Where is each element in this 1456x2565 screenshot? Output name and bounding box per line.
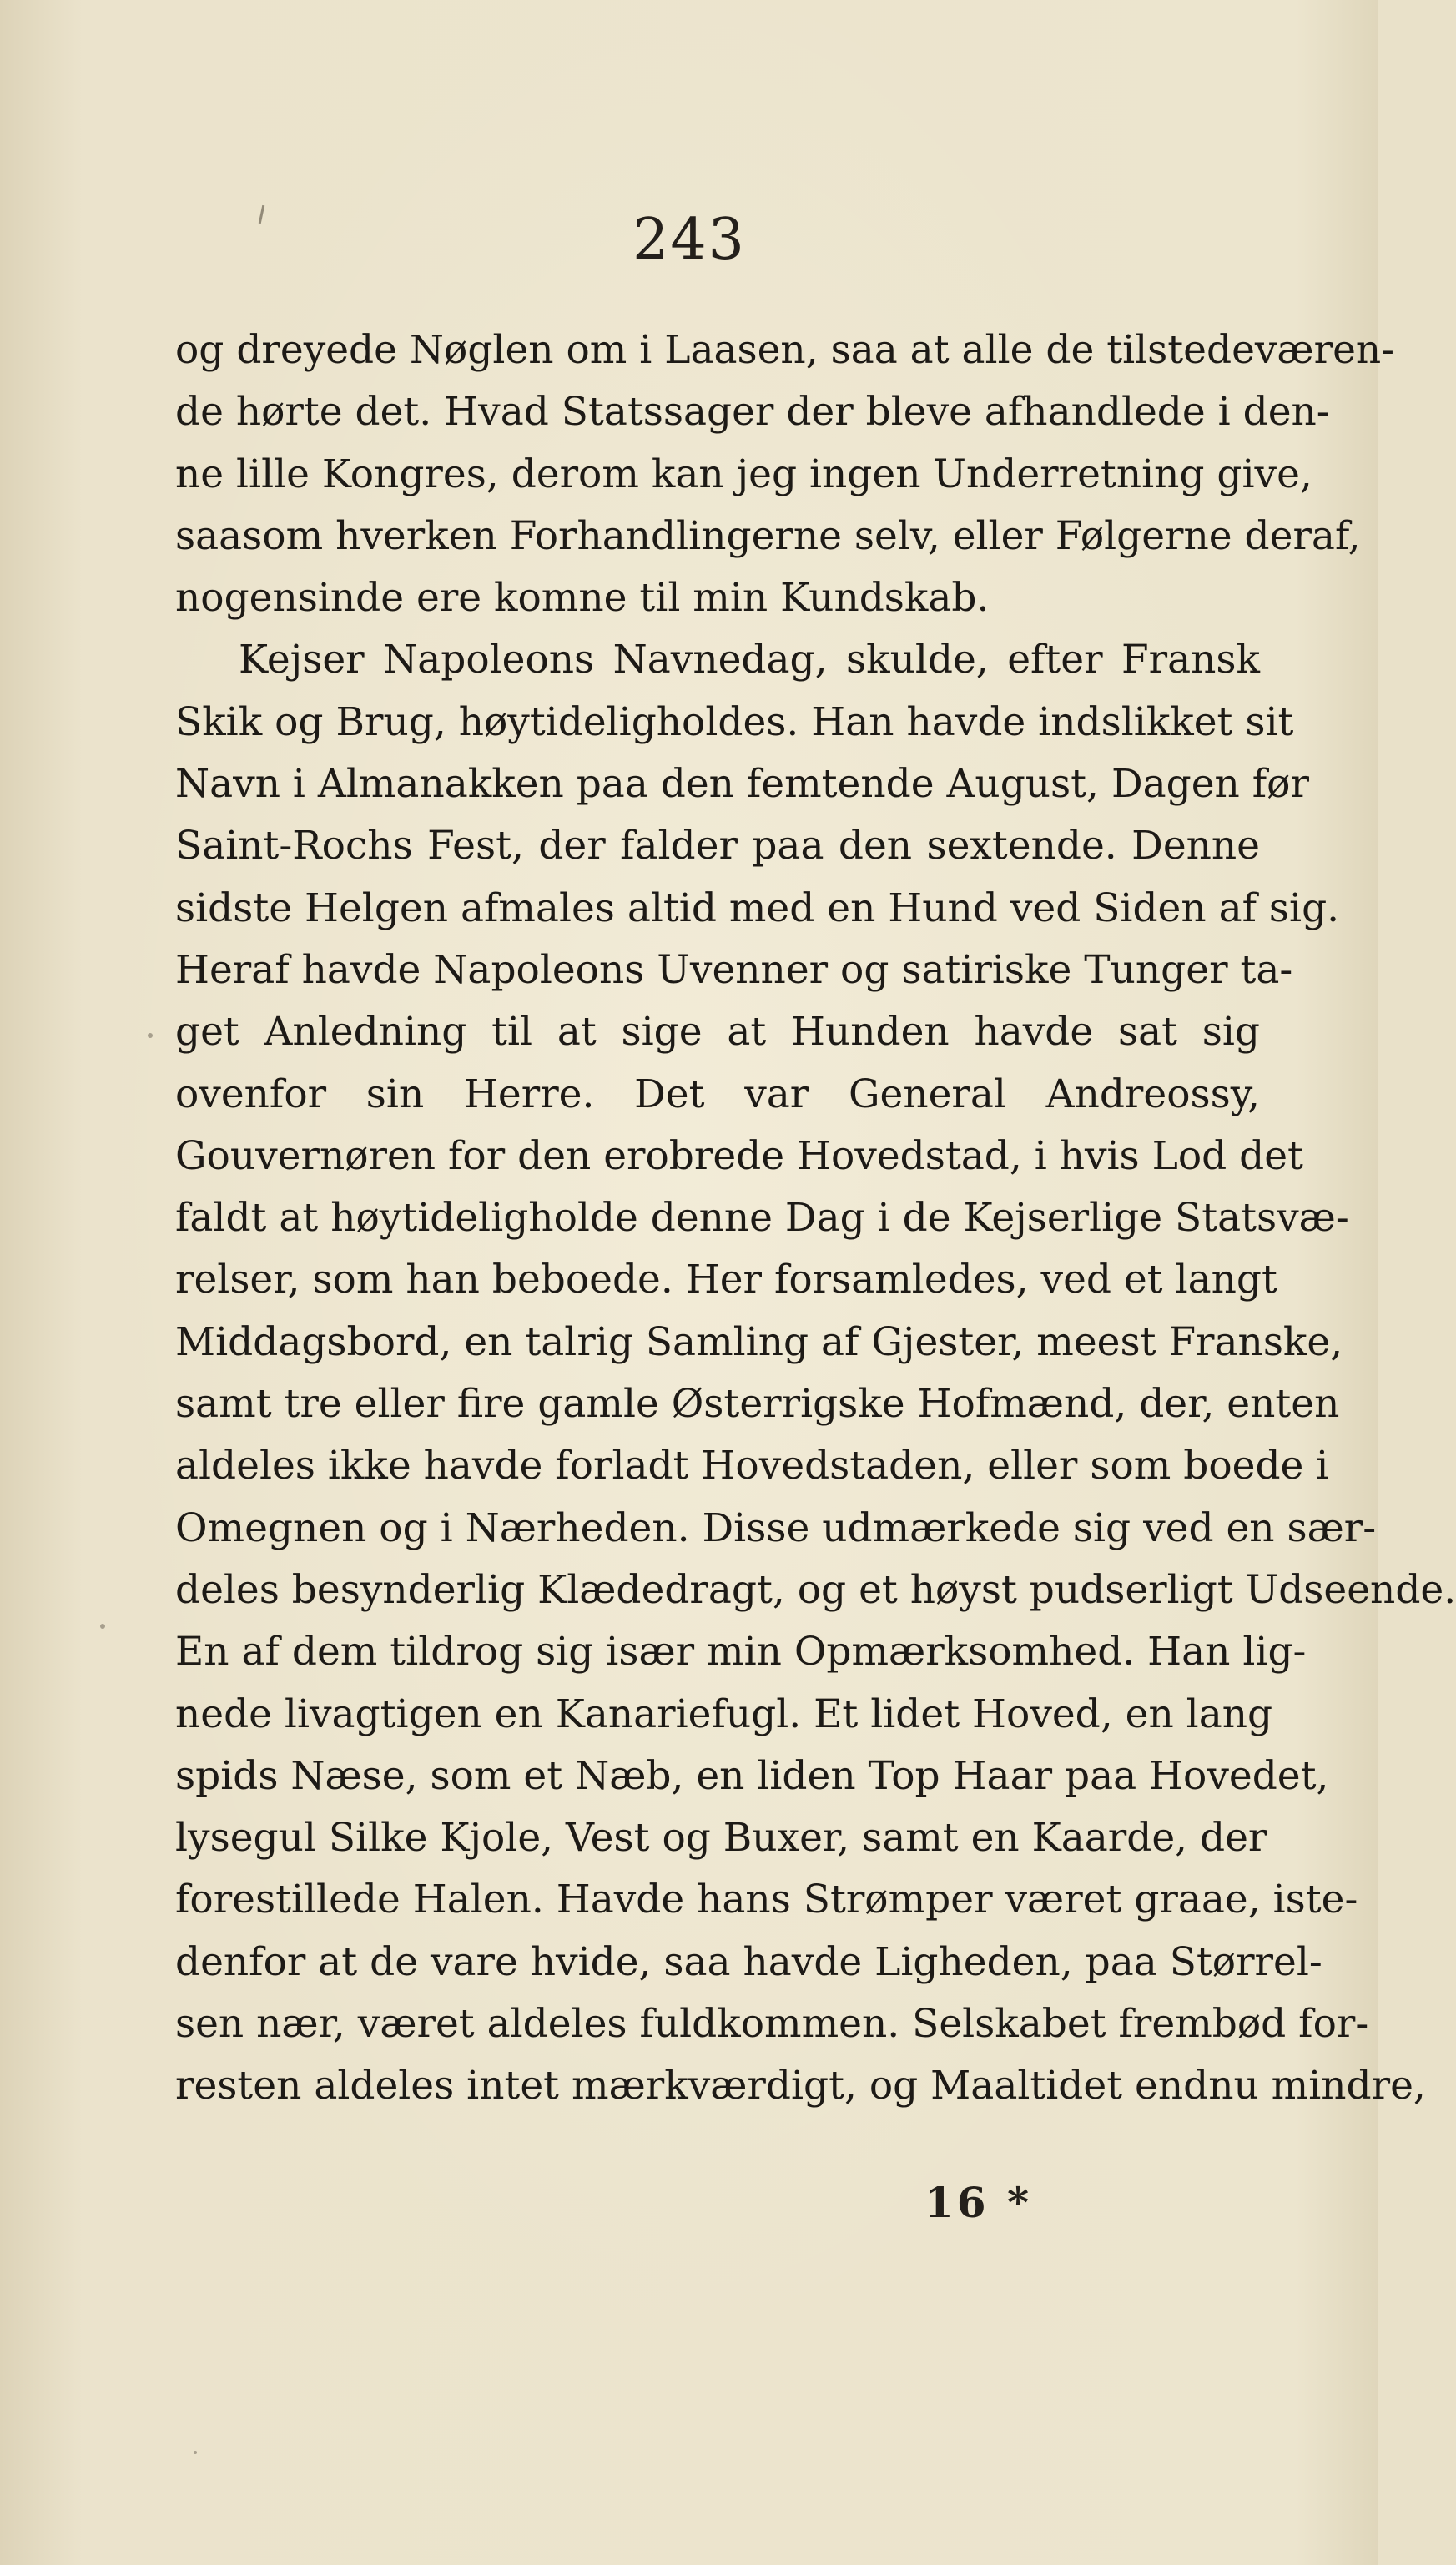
text-line: sen nær, været aldeles fuldkommen. Selskabet frembød for- <box>175 2001 1369 2048</box>
text-line: En af dem tildrog sig især min Opmærksomhed. Han lig- <box>175 1629 1307 1676</box>
paper-speck <box>148 1033 153 1038</box>
text-line: Skik og Brug, høytideligholdes. Han havde indslikket sit <box>175 698 1294 745</box>
text-line: Gouvernøren for den erobrede Hovedstad, i hvis Lod det <box>175 1132 1303 1179</box>
text-line: Saint-Rochs Fest, der falder paa den sextende. Denne <box>175 823 1260 869</box>
text-line: nede livagtigen en Kanariefugl. Et lidet Hoved, en lang <box>175 1691 1273 1737</box>
text-line: Kejser Napoleons Navnedag, skulde, efter Fransk <box>239 637 1260 683</box>
text-line: resten aldeles intet mærkværdigt, og Maaltidet endnu mindre, <box>175 2063 1426 2109</box>
text-line: lysegul Silke Kjole, Vest og Buxer, samt en Kaarde, der <box>175 1815 1267 1862</box>
text-line: Navn i Almanakken paa den femtende August, Dagen før <box>175 761 1309 808</box>
text-line: Omegnen og i Nærheden. Disse udmærkede sig ved en sær- <box>175 1504 1377 1551</box>
text-line: og dreyede Nøglen om i Laasen, saa at alle de tilstedeværen- <box>175 327 1395 373</box>
body-text <box>175 320 1456 2118</box>
text-line: de hørte det. Hvad Statssager der bleve afhandlede i den- <box>175 389 1330 436</box>
text-line: spids Næse, som et Næb, en liden Top Haar paa Hovedet, <box>175 1752 1329 1799</box>
signature-mark: 16 * <box>924 2178 1033 2227</box>
text-line: ne lille Kongres, derom kan jeg ingen Underretning give, <box>175 451 1312 497</box>
text-line: deles besynderlig Klædedragt, og et høyst pudserligt Udseende. <box>175 1566 1456 1613</box>
text-line: Middagsbord, en talrig Samling af Gjester, meest Franske, <box>175 1318 1343 1365</box>
text-line: ovenfor sin Herre. Det var General Andreossy, <box>175 1071 1260 1117</box>
text-line: faldt at høytideligholde denne Dag i de Kejserlige Statsvæ- <box>175 1195 1349 1242</box>
text-line: relser, som han beboede. Her forsamledes, ved et langt <box>175 1257 1277 1303</box>
text-line: nogensinde ere komne til min Kundskab. <box>175 575 990 622</box>
text-line: aldeles ikke havde forladt Hovedstaden, eller som boede i <box>175 1443 1329 1489</box>
text-line: denfor at de vare hvide, saa havde Ligheden, paa Størrel- <box>175 1938 1322 1985</box>
text-line: get Anledning til at sige at Hunden havde sat sig <box>175 1009 1260 1056</box>
text-line: sidste Helgen afmales altid med en Hund ved Siden af sig. <box>175 884 1340 931</box>
text-line: saasom hverken Forhandlingerne selv, eller Følgerne deraf, <box>175 512 1361 559</box>
text-line: Heraf havde Napoleons Uvenner og satiriske Tunger ta- <box>175 946 1293 993</box>
page-number: 243 <box>632 207 746 273</box>
paper-speck <box>194 2451 197 2454</box>
text-line: forestillede Halen. Havde hans Strømper været graae, iste- <box>175 1877 1358 1923</box>
text-line: samt tre eller fire gamle Østerrigske Hofmænd, der, enten <box>175 1381 1340 1428</box>
paper-speck <box>100 1624 105 1629</box>
